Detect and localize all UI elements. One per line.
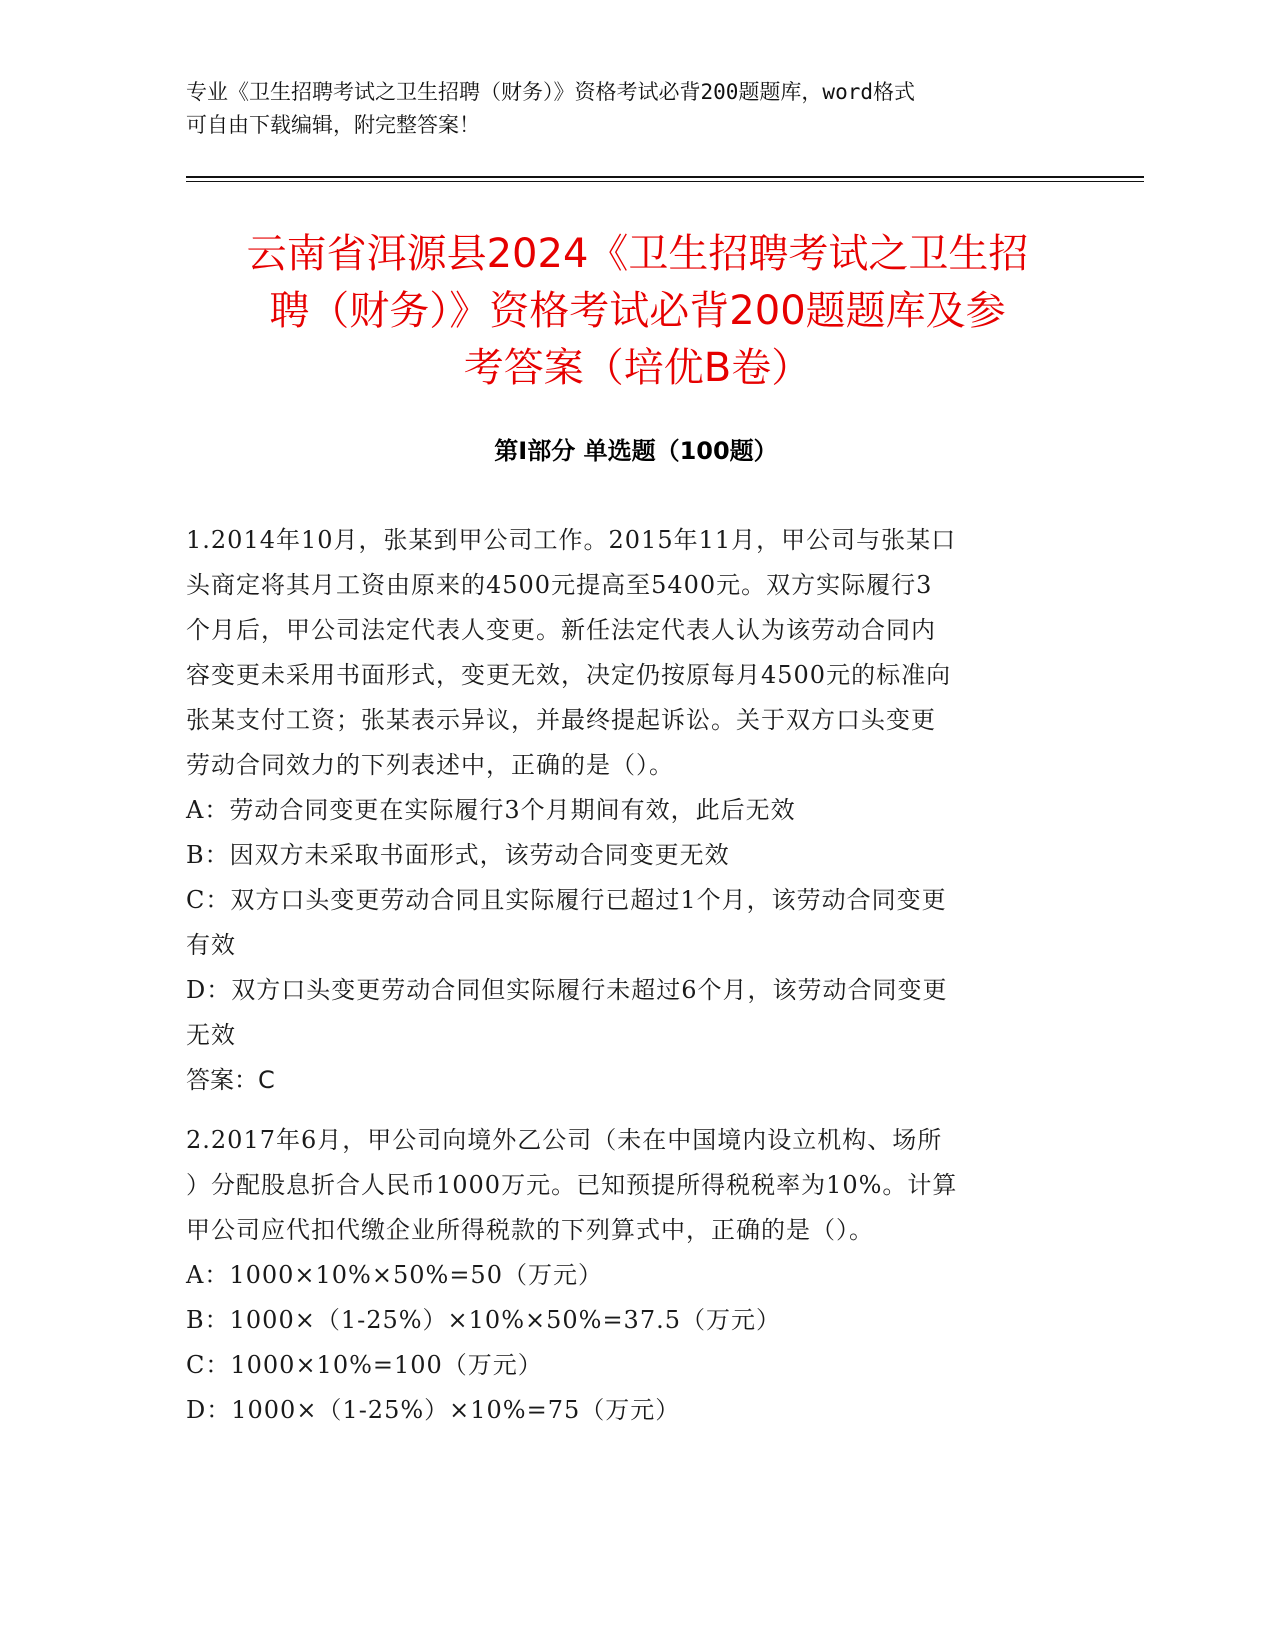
option-b: B：因双方未采取书面形式，该劳动合同变更无效 — [186, 841, 730, 869]
header-note-line: 专业《卫生招聘考试之卫生招聘（财务）》资格考试必背200题题库，word格式 — [186, 80, 915, 104]
question-stem-line: 1.2014年10月，张某到甲公司工作。2015年11月，甲公司与张某口 — [186, 526, 957, 554]
question-stem-line: 头商定将其月工资由原来的4500元提高至5400元。双方实际履行3 — [186, 571, 933, 599]
option-c-continued: 有效 — [186, 931, 236, 959]
question-1 — [186, 518, 1066, 1103]
header-note — [186, 76, 1066, 142]
question-stem-line: 张某支付工资；张某表示异议，并最终提起诉讼。关于双方口头变更 — [186, 706, 936, 734]
option-b: B：1000×（1-25%）×10%×50%=37.5（万元） — [186, 1306, 781, 1334]
document-title — [150, 226, 1125, 397]
option-d: D：双方口头变更劳动合同但实际履行未超过6个月，该劳动合同变更 — [186, 976, 948, 1004]
section-heading: 第Ⅰ部分 单选题（100题） — [494, 437, 778, 465]
question-stem-line: 劳动合同效力的下列表述中，正确的是（）。 — [186, 751, 674, 779]
option-a: A：1000×10%×50%=50（万元） — [186, 1261, 603, 1289]
header-divider-thin — [186, 181, 1144, 182]
question-stem-line: 个月后，甲公司法定代表人变更。新任法定代表人认为该劳动合同内 — [186, 616, 936, 644]
document-title-line: 云南省洱源县2024《卫生招聘考试之卫生招 — [246, 231, 1029, 277]
question-stem-line: 2.2017年6月，甲公司向境外乙公司（未在中国境内设立机构、场所 — [186, 1126, 943, 1154]
answer-line: 答案：C — [186, 1066, 275, 1094]
header-divider-thick — [186, 176, 1144, 178]
document-title-line: 考答案（培优B卷） — [463, 345, 812, 391]
question-2 — [186, 1118, 1066, 1433]
option-d-continued: 无效 — [186, 1021, 236, 1049]
option-c: C：1000×10%=100（万元） — [186, 1351, 543, 1379]
question-stem-line: ）分配股息折合人民币1000万元。已知预提所得税税率为10%。计算 — [186, 1171, 958, 1199]
option-d: D：1000×（1-25%）×10%=75（万元） — [186, 1396, 681, 1424]
option-a: A：劳动合同变更在实际履行3个月期间有效，此后无效 — [186, 796, 796, 824]
question-stem-line: 容变更未采用书面形式，变更无效，决定仍按原每月4500元的标准向 — [186, 661, 952, 689]
header-note-line: 可自由下载编辑，附完整答案！ — [186, 113, 480, 137]
document-title-line: 聘（财务）》资格考试必背200题题库及参 — [269, 288, 1006, 334]
question-stem-line: 甲公司应代扣代缴企业所得税款的下列算式中，正确的是（）。 — [186, 1216, 874, 1244]
option-c: C：双方口头变更劳动合同且实际履行已超过1个月，该劳动合同变更 — [186, 886, 947, 914]
